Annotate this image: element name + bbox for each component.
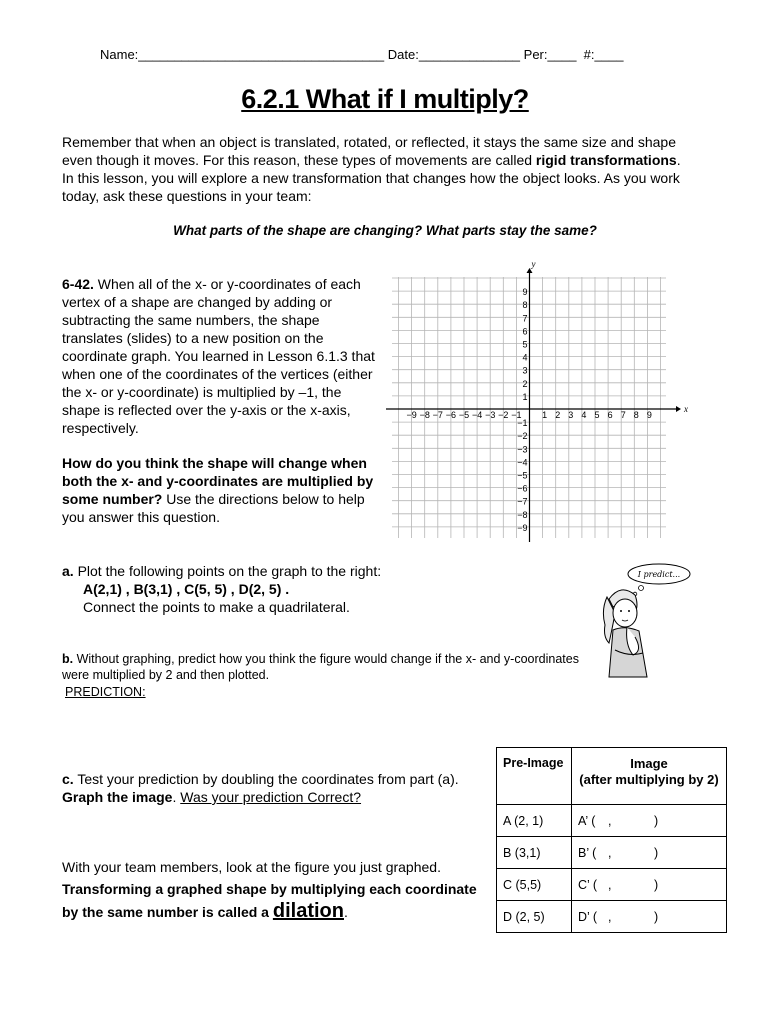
y-tick-label: −1 [517, 418, 528, 429]
y-tick-label: 7 [522, 313, 528, 324]
y-axis-label: y [531, 260, 536, 269]
y-tick-label: −6 [517, 483, 528, 494]
part-c-text: Test your prediction by doubling the coordinates from part (a). [73, 771, 459, 787]
image-comma: , [608, 877, 612, 892]
image-close: ) [654, 877, 659, 892]
y-tick-label: 6 [522, 326, 528, 337]
y-tick-label: −3 [517, 444, 528, 455]
image-prefix: D’ ( [578, 909, 597, 924]
thought-bubble-text: I predict... [637, 570, 681, 579]
problem-number: 6-42. [62, 276, 94, 292]
x-tick-label: 1 [542, 410, 548, 420]
problem-bold-question: How do you think the shape will change when both the x- and y-coordinates are multiplied by some number? [62, 455, 374, 507]
y-tick-label: 9 [522, 287, 528, 298]
team-bold-text: Transforming a graphed shape by multiplying each coordinate by the same number is called a [62, 881, 477, 920]
guiding-question: What parts of the shape are changing? What parts stay the same? [173, 223, 597, 238]
team-end: . [343, 904, 348, 920]
coordinate-table [496, 747, 727, 933]
image-cell[interactable] [572, 901, 727, 933]
part-c-underlined: Was your prediction Correct? [180, 789, 362, 805]
x-axis-label: x [684, 404, 688, 414]
pre-image-cell: D (2, 5) [497, 901, 572, 933]
table-row [497, 805, 727, 837]
image-cell[interactable] [572, 869, 727, 901]
part-c-period: . [172, 789, 177, 805]
header-image [572, 748, 727, 805]
x-tick-label: 9 [646, 410, 652, 420]
x-tick-label: 5 [594, 410, 600, 420]
pre-image-cell: A (2, 1) [497, 805, 572, 837]
part-c-label: c. [62, 771, 74, 787]
y-tick-label: 5 [522, 339, 528, 350]
dilation-statement [62, 856, 492, 923]
image-prefix: A’ ( [578, 813, 596, 828]
per-label: Per: [523, 47, 548, 62]
problem-text: When all of the x- or y-coordinates of each vertex of a shape are changed by adding or subtracting the same numbers, the shape translates (slides) to a new position on the coordinate graph. You learned in Lesson 6.1.3 that when one of the coordinates of the vertices (either the x- or y-coordinate) is multiplied by –1, the shape is reflected over the y-axis or the x-axis, respectively. [62, 276, 375, 436]
x-tick-label: 6 [607, 410, 613, 420]
x-tick-label: 7 [620, 410, 626, 420]
part-a-connect: Connect the points to make a quadrilateral. [83, 599, 350, 615]
part-b-text: Without graphing, predict how you think the figure would change if the x- and y-coordinates were multiplied by 2 and then plotted. [62, 652, 579, 682]
intro-text-2: . In this lesson, you will explore a new transformation that changes how the object looks. As you work today, ask these questions in your team: [62, 152, 681, 204]
x-tick-label: −8 [419, 410, 430, 420]
y-tick-label: 2 [522, 378, 528, 389]
part-a-label: a. [62, 563, 74, 579]
part-b [62, 651, 582, 683]
page-title: 6.2.1 What if I multiply? [241, 84, 529, 114]
intro-bold-term: rigid transformations [535, 152, 677, 168]
x-tick-label: 4 [581, 410, 587, 420]
y-tick-label: 4 [522, 352, 528, 363]
image-comma: , [608, 909, 612, 924]
table-row [497, 869, 727, 901]
part-a-text: Plot the following points on the graph to the right: [73, 563, 382, 579]
image-comma: , [608, 813, 612, 828]
team-text: With your team members, look at the figure you just graphed. [62, 859, 441, 875]
image-close: ) [654, 845, 659, 860]
header-image-sub: (after multiplying by 2) [579, 772, 719, 787]
intro-text-1: Remember that when an object is translated, rotated, or reflected, it stays the same size and shape even though it moves. For this reason, these types of movements are called [62, 134, 676, 168]
y-tick-label: 3 [522, 365, 528, 376]
header-image-title: Image [630, 756, 668, 771]
thinking-girl-illustration [585, 555, 695, 680]
header-pre-image: Pre-Image [497, 748, 572, 805]
x-tick-label: −2 [498, 410, 509, 420]
x-axis-arrow [676, 406, 681, 412]
y-tick-label: −5 [517, 470, 528, 481]
part-a [62, 562, 562, 616]
part-a-instruction [62, 562, 562, 580]
problem-question [62, 454, 380, 526]
y-tick-label: −4 [517, 457, 528, 468]
table-row [497, 837, 727, 869]
date-label: Date: [387, 47, 419, 62]
y-tick-label: −9 [517, 522, 528, 533]
x-tick-label: 8 [633, 410, 639, 420]
problem-question-tail: Use the directions below to help you answer this question. [62, 491, 365, 525]
part-c [62, 770, 482, 806]
x-tick-label: −5 [458, 410, 470, 420]
x-tick-label: 2 [555, 410, 561, 420]
image-cell[interactable] [572, 805, 727, 837]
y-tick-label: −2 [517, 431, 528, 442]
worksheet-header: Name:__________________________________ Date:______________ Per:____ #:____ [100, 47, 624, 62]
tick-labels [406, 260, 688, 533]
x-tick-label: −9 [406, 410, 417, 420]
part-a-points: A(2,1) , B(3,1) , C(5, 5) , D(2, 5) . [83, 581, 290, 597]
image-prefix: C’ ( [578, 877, 597, 892]
pre-image-cell: C (5,5) [497, 869, 572, 901]
y-tick-label: −8 [517, 509, 528, 520]
x-tick-label: −7 [432, 410, 443, 420]
problem-6-42 [62, 275, 380, 437]
image-comma: , [608, 845, 612, 860]
x-tick-label: −1 [511, 410, 522, 420]
image-cell[interactable] [572, 837, 727, 869]
number-label: #: [583, 47, 595, 62]
dilation-term: dilation [272, 900, 344, 922]
intro-paragraph [62, 133, 688, 205]
y-tick-label: 8 [522, 300, 528, 311]
table-header-row [497, 748, 727, 805]
y-tick-label: −7 [517, 496, 528, 507]
y-tick-label: 1 [522, 391, 528, 402]
x-tick-label: −4 [471, 410, 483, 420]
part-c-bold: Graph the image [62, 789, 173, 805]
image-prefix: B’ ( [578, 845, 597, 860]
x-tick-label: −6 [445, 410, 457, 420]
part-b-label: b. [62, 652, 74, 666]
name-label: Name: [100, 47, 139, 62]
coordinate-grid[interactable] [384, 260, 704, 550]
image-close: ) [654, 909, 659, 924]
x-tick-label: −3 [485, 410, 496, 420]
table-row [497, 901, 727, 933]
prediction-label: PREDICTION: [65, 685, 146, 699]
image-close: ) [654, 813, 659, 828]
pre-image-cell: B (3,1) [497, 837, 572, 869]
x-tick-label: 3 [568, 410, 574, 420]
